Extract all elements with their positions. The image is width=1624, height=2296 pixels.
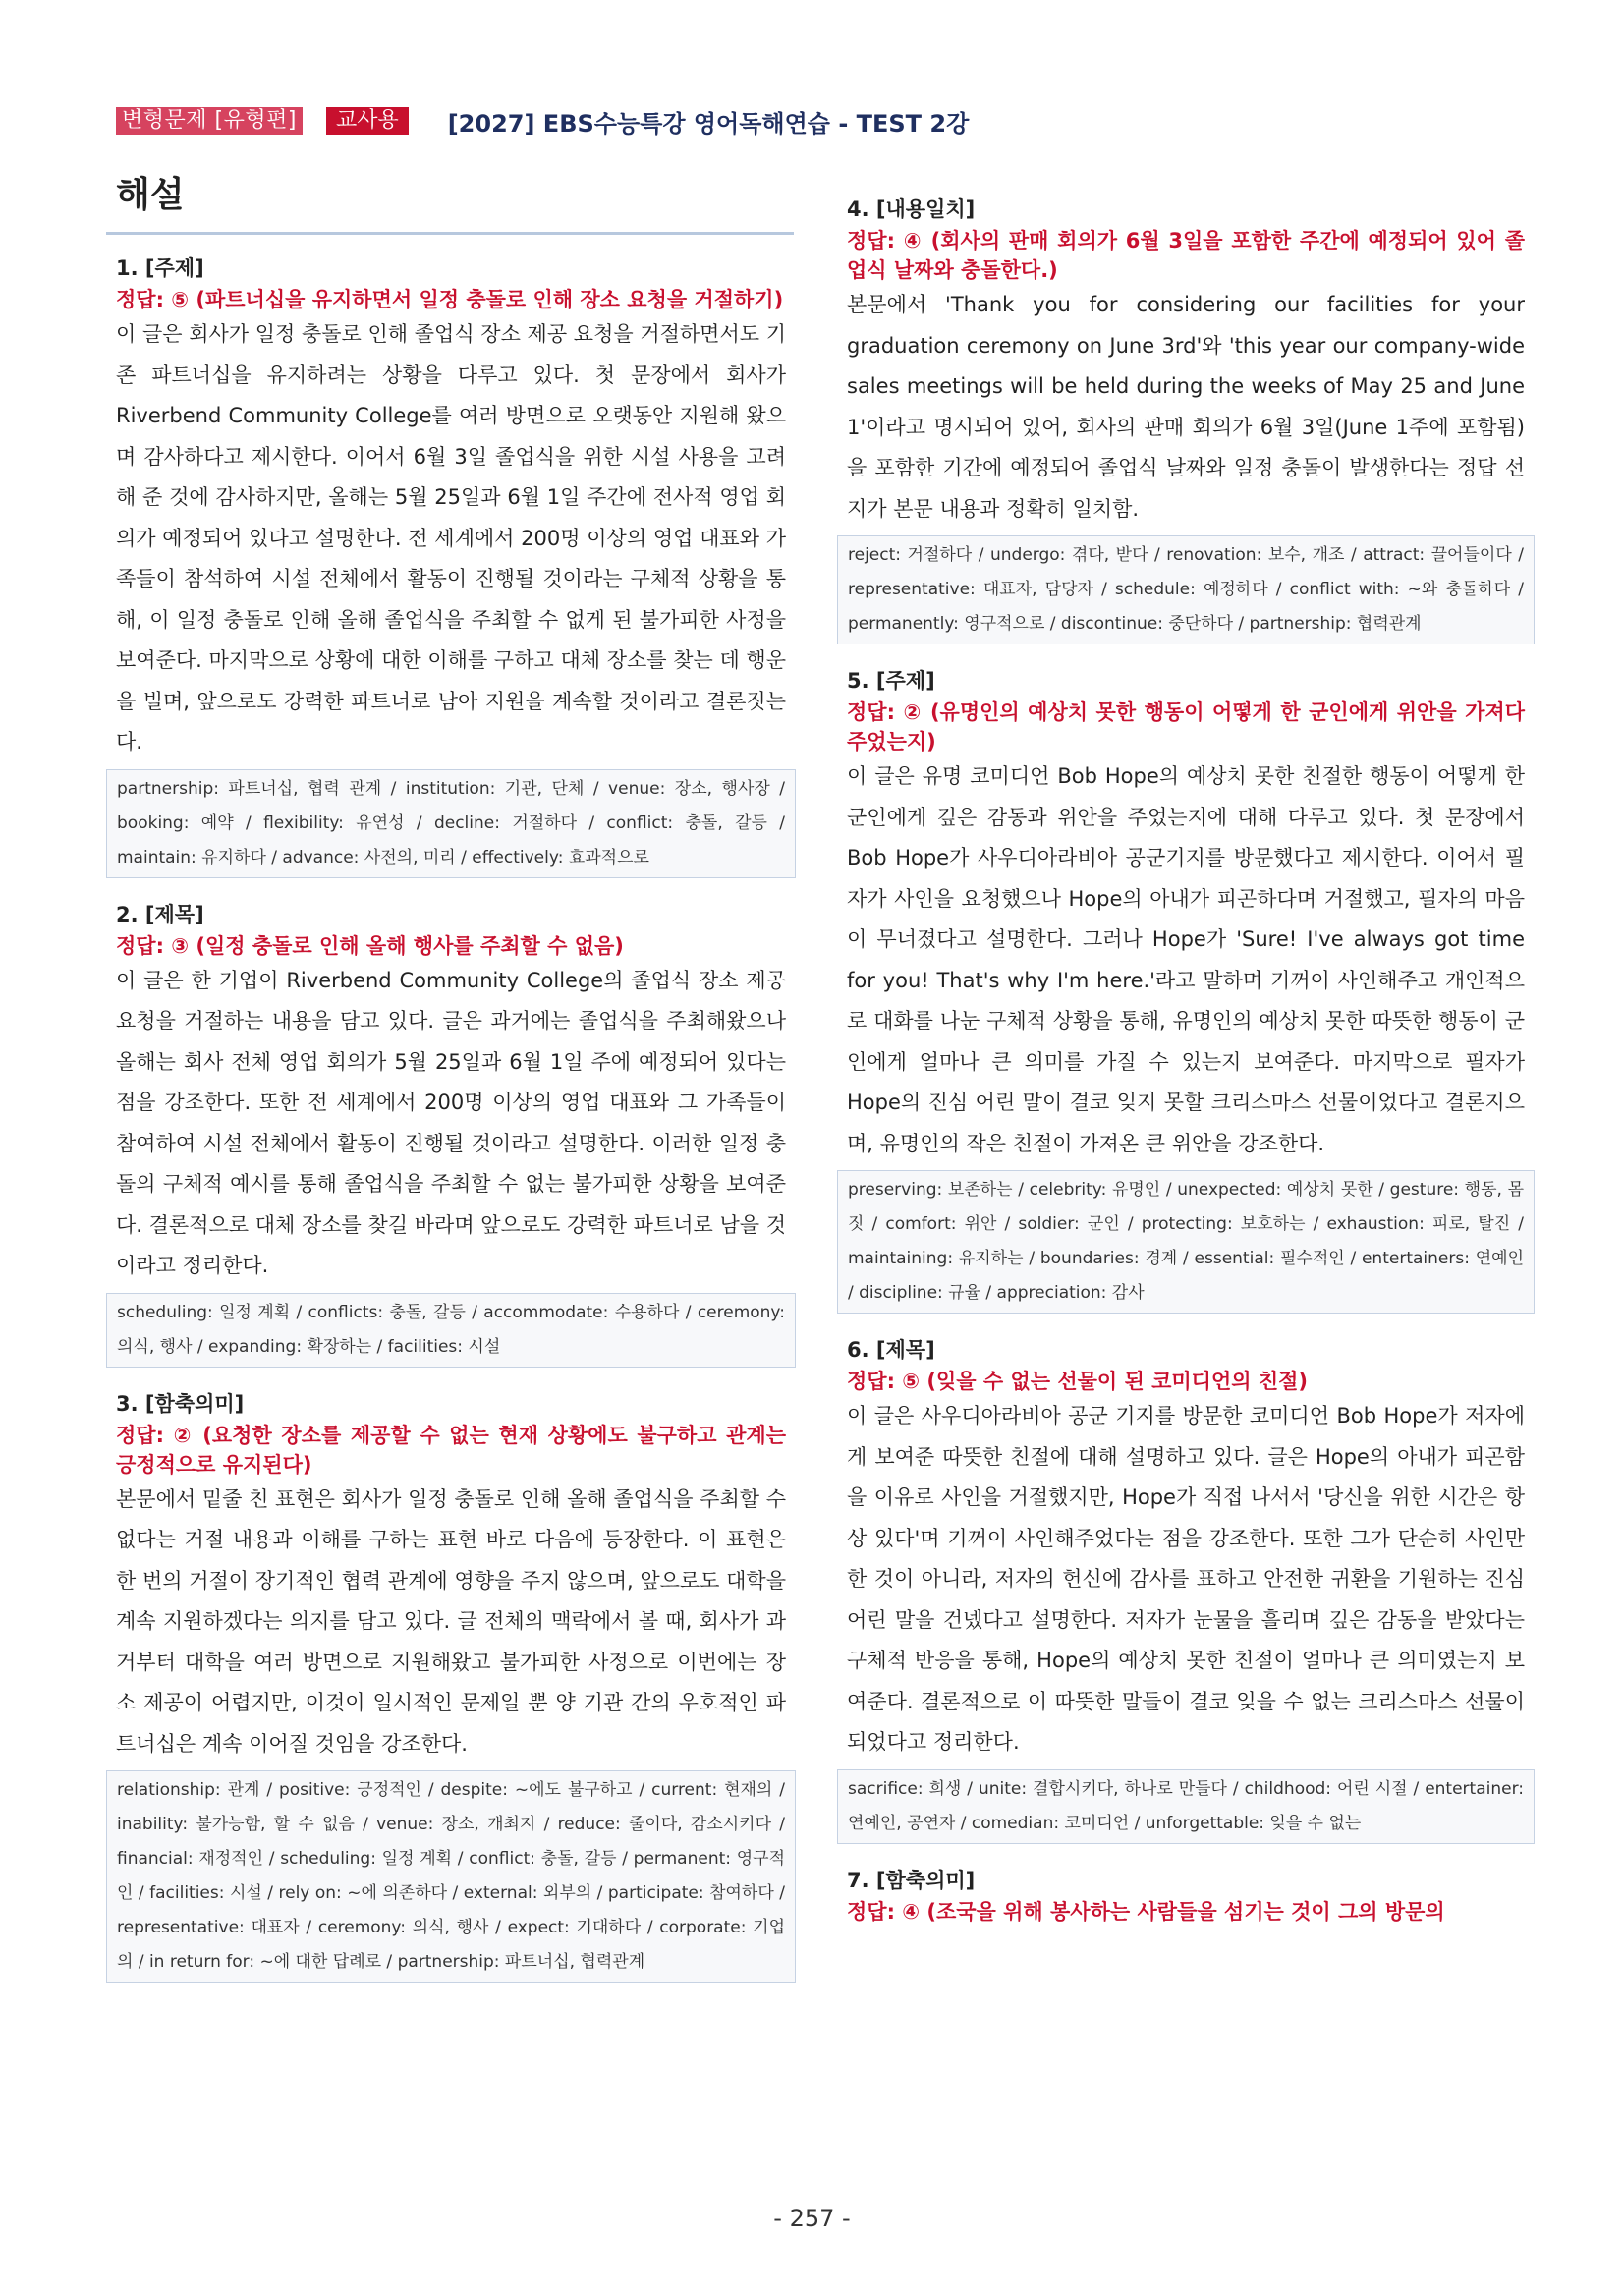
vocab-box: scheduling: 일정 계획 / conflicts: 충돌, 갈등 / accommodate: 수용하다 / ceremony: 의식, 행사 / expanding: 확장하는 / facilities: 시설 (106, 1293, 796, 1368)
question-heading: 4. [내용일치] (847, 197, 976, 221)
explanation-text: 본문에서 'Thank you for considering our facilities for your graduation ceremony on June 3rd'와 'this year our company-wide sales meetings will be held during the weeks of May 25 and June 1'이라고 명시되어 있어, 회사의 판매 회의가 6월 3일(June 1주에 포함됨)을 포함한 기간에 예정되어 졸업식 날짜와 일정 충돌이 발생한다는 정답 선지가 본문 내용과 정확히 일치함. (847, 293, 1525, 521)
page-header (116, 106, 969, 136)
page-number: - 257 - (773, 2205, 851, 2232)
question-heading: 6. [제목] (847, 1338, 935, 1362)
answer-line: 정답: ⑤ (잊을 수 없는 선물이 된 코미디언의 친절) (847, 1370, 1309, 1393)
answer-line: 정답: ② (요청한 장소를 제공할 수 없는 현재 상황에도 불구하고 관계는 긍정적으로 유지된다) (116, 1423, 786, 1477)
page-title: 해설 (116, 175, 185, 215)
header-title: [2027] EBS수능특강 영어독해연습 - TEST 2강 (447, 109, 970, 138)
answer-line: 정답: ④ (조국을 위해 봉사하는 사람들을 섬기는 것이 그의 방문의 (847, 1899, 1445, 1924)
answer-line: 정답: ② (유명인의 예상치 못한 행동이 어떻게 한 군인에게 위안을 가져다주었는지) (847, 700, 1525, 754)
question-heading: 1. [주제] (116, 256, 204, 280)
title-divider (106, 232, 794, 235)
left-column (106, 246, 796, 2004)
vocab-box: reject: 거절하다 / undergo: 겪다, 받다 / renovation: 보수, 개조 / attract: 끌어들이다 / representative: 대표자, 담당자 / schedule: 예정하다 / conflict with: ~와 충돌하다 / permanently: 영구적으로 / discontinue: 중단하다 / partnership: 협력관계 (837, 535, 1535, 644)
section-5 (837, 666, 1535, 1314)
explanation-text: 이 글은 회사가 일정 충돌로 인해 졸업식 장소 제공 요청을 거절하면서도 기존 파트너십을 유지하려는 상황을 다루고 있다. 첫 문장에서 회사가 Riverbend Community College를 여러 방면으로 오랫동안 지원해 왔으며 감사하다고 제시한다. 이어서 6월 3일 졸업식을 위한 시설 사용을 고려해 준 것에 감사하지만, 올해는 5월 25일과 6월 1일 주간에 전사적 영업 회의가 예정되어 있다고 설명한다. 전 세계에서 200명 이상의 영업 대표와 가족들이 참석하여 시설 전체에서 활동이 진행될 것이라는 구체적 상황을 통해, 이 일정 충돌로 인해 올해 졸업식을 주최할 수 없게 된 불가피한 사정을 보여준다. 마지막으로 상황에 대한 이해를 구하고 대체 장소를 찾는 데 행운을 빌며, 앞으로도 강력한 파트너로 남아 지원을 계속할 것이라고 결론짓는다. (116, 322, 787, 754)
vocab-box: partnership: 파트너십, 협력 관계 / institution: 기관, 단체 / venue: 장소, 행사장 / booking: 예약 / flexibility: 유연성 / decline: 거절하다 / conflict: 충돌, 갈등 / maintain: 유지하다 / advance: 사전의, 미리 / effectively: 효과적으로 (106, 769, 796, 878)
answer-line: 정답: ⑤ (파트너십을 유지하면서 일정 충돌로 인해 장소 요청을 거절하기) (116, 288, 784, 311)
teacher-tag: 교사용 (326, 107, 409, 135)
question-heading: 2. [제목] (116, 902, 204, 926)
explanation-text: 이 글은 유명 코미디언 Bob Hope의 예상치 못한 친절한 행동이 어떻게 한 군인에게 깊은 감동과 위안을 주었는지에 대해 다루고 있다. 첫 문장에서 Bob Hope가 사우디아라비아 공군기지를 방문했다고 제시한다. 이어서 필자가 사인을 요청했으나 Hope의 아내가 피곤하다며 거절했고, 필자의 마음이 무너졌다고 설명한다. 그러나 Hope가 'Sure! I've always got time for you! That's why I'm here.'라고 말하며 기꺼이 사인해주고 개인적으로 대화를 나눈 구체적 상황을 통해, 유명인의 예상치 못한 따뜻한 행동이 군인에게 얼마나 큰 의미를 가질 수 있는지 보여준다. 마지막으로 필자가 Hope의 진심 어린 말이 결코 잊지 못할 크리스마스 선물이었다고 결론지으며, 유명인의 작은 친절이 가져온 큰 위안을 강조한다. (847, 764, 1525, 1155)
explanation-text: 이 글은 한 기업이 Riverbend Community College의 졸업식 장소 제공 요청을 거절하는 내용을 담고 있다. 글은 과거에는 졸업식을 주최해왔으나 올해는 회사 전체 영업 회의가 5월 25일과 6월 1일 주에 예정되어 있다는 점을 강조한다. 또한 전 세계에서 200명 이상의 영업 대표와 그 가족들이 참여하여 시설 전체에서 활동이 진행될 것이라고 설명한다. 이러한 일정 충돌의 구체적 예시를 통해 졸업식을 주최할 수 없는 불가피한 상황을 보여준다. 결론적으로 대체 장소를 찾길 바라며 앞으로도 강력한 파트너로 남을 것이라고 정리한다. (116, 968, 787, 1277)
explanation-text: 이 글은 사우디아라비아 공군 기지를 방문한 코미디언 Bob Hope가 저자에게 보여준 따뜻한 친절에 대해 설명하고 있다. 글은 Hope의 아내가 피곤함을 이유로 사인을 거절했지만, Hope가 직접 나서서 '당신을 위한 시간은 항상 있다'며 기꺼이 사인해주었다는 점을 강조한다. 또한 그가 단순히 사인만 한 것이 아니라, 저자의 헌신에 감사를 표하고 안전한 귀환을 기원하는 진심 어린 말을 건넸다고 설명한다. 저자가 눈물을 흘리며 깊은 감동을 받았다는 구체적 반응을 통해, Hope의 예상치 못한 친절이 얼마나 큰 의미였는지 보여준다. 결론적으로 이 따뜻한 말들이 결코 잊을 수 없는 크리스마스 선물이 되었다고 정리한다. (847, 1404, 1525, 1754)
explanation-text: 본문에서 밑줄 친 표현은 회사가 일정 충돌로 인해 올해 졸업식을 주최할 수 없다는 거절 내용과 이해를 구하는 표현 바로 다음에 등장한다. 이 표현은 한 번의 거절이 장기적인 협력 관계에 영향을 주지 않으며, 앞으로도 대학을 계속 지원하겠다는 의지를 담고 있다. 글 전체의 맥락에서 볼 때, 회사가 과거부터 대학을 여러 방면으로 지원해왔고 불가피한 사정으로 이번에는 장소 제공이 어렵지만, 이것이 일시적인 문제일 뿐 양 기관 간의 우호적인 파트너십은 계속 이어질 것임을 강조한다. (116, 1486, 787, 1756)
section-7 (837, 1866, 1535, 1927)
category-tag: 변형문제 [유형편] (116, 107, 303, 135)
question-heading: 7. [함축의미] (847, 1868, 976, 1892)
answer-line: 정답: ③ (일정 충돌로 인해 올해 행사를 주최할 수 없음) (116, 933, 624, 958)
section-3 (106, 1389, 796, 1984)
question-heading: 3. [함축의미] (116, 1391, 245, 1416)
section-4 (837, 195, 1535, 644)
answer-line: 정답: ④ (회사의 판매 회의가 6월 3일을 포함한 주간에 예정되어 있어 졸업식 날짜와 충돌한다.) (847, 229, 1525, 282)
right-column (837, 187, 1535, 1927)
vocab-box: relationship: 관계 / positive: 긍정적인 / despite: ~에도 불구하고 / current: 현재의 / inability: 불가능함, 할 수 없음 / venue: 장소, 개최지 / reduce: 줄이다, 감소시키다 / financial: 재정적인 / scheduling: 일정 계획 / conflict: 충돌, 갈등 / permanent: 영구적인 / facilities: 시설 / rely on: ~에 의존하다 / external: 외부의 / participate: 참여하다 / representative: 대표자 / ceremony: 의식, 행사 / expect: 기대하다 / corporate: 기업의 / in return for: ~에 대한 답례로 / partnership: 파트너십, 협력관계 (106, 1770, 796, 1983)
section-6 (837, 1335, 1535, 1844)
question-heading: 5. [주제] (847, 669, 935, 693)
section-2 (106, 900, 796, 1368)
section-1 (106, 253, 796, 878)
vocab-box: preserving: 보존하는 / celebrity: 유명인 / unexpected: 예상치 못한 / gesture: 행동, 몸짓 / comfort: 위안 / soldier: 군인 / protecting: 보호하는 / exhaustion: 피로, 탈진 / maintaining: 유지하는 / boundaries: 경계 / essential: 필수적인 / entertainers: 연예인 / discipline: 규율 / appreciation: 감사 (837, 1170, 1535, 1314)
vocab-box: sacrifice: 희생 / unite: 결합시키다, 하나로 만들다 / childhood: 어린 시절 / entertainer: 연예인, 공연자 / comedian: 코미디언 / unforgettable: 잊을 수 없는 (837, 1769, 1535, 1844)
